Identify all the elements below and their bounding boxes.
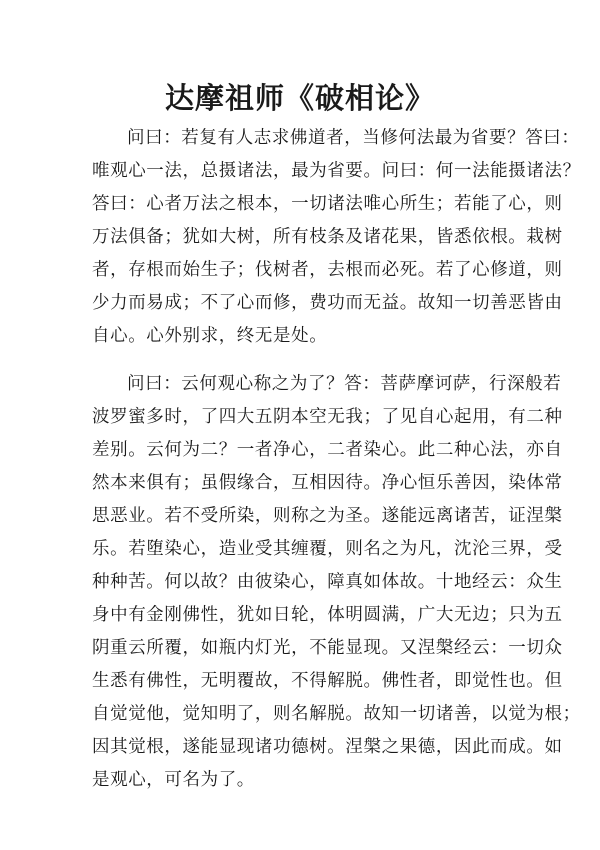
text-line: 因其觉根，遂能显现诸功德树。涅槃之果德，因此而成。如 (92, 737, 563, 757)
text-line: 身中有金刚佛性，犹如日轮，体明圆满，广大无边；只为五 (92, 605, 563, 625)
text-line: 是观心，可名为了。 (92, 770, 255, 790)
text-line: 答曰：心者万法之根本，一切诸法唯心所生；若能了心，则 (92, 194, 563, 214)
text-line: 少力而易成；不了心而修，费功而无益。故知一切善恶皆由 (92, 293, 563, 313)
text-line: 思恶业。若不受所染，则称之为圣。遂能远离诸苦，证涅槃 (92, 506, 563, 526)
text-line: 自觉觉他，觉知明了，则名解脱。故知一切诸善，以觉为根； (92, 704, 581, 724)
text-line: 种种苦。何以故？由彼染心，障真如体故。十地经云：众生 (92, 572, 563, 592)
text-line: 然本来俱有；虽假缘合，互相因待。净心恒乐善因，染体常 (92, 473, 563, 493)
paragraph-2 (92, 368, 581, 797)
paragraph-1 (92, 122, 581, 353)
text-line: 自心。心外别求，终无是处。 (92, 326, 328, 346)
text-line: 万法俱备；犹如大树，所有枝条及诸花果，皆悉依根。栽树 (92, 227, 563, 247)
text-line: 乐。若堕染心，造业受其缠覆，则名之为凡，沈沦三界，受 (92, 539, 563, 559)
document-title: 达摩祖师《破相论》 (164, 81, 435, 115)
text-line: 差别。云何为二？一者净心，二者染心。此二种心法，亦自 (92, 440, 563, 460)
text-line: 问曰：若复有人志求佛道者，当修何法最为省要？答曰： (127, 128, 580, 148)
text-line: 波罗蜜多时，了四大五阴本空无我；了见自心起用，有二种 (92, 407, 563, 427)
text-line: 者，存根而始生子；伐树者，去根而必死。若了心修道，则 (92, 260, 563, 280)
text-line: 阴重云所覆，如瓶内灯光，不能显现。又涅槃经云：一切众 (92, 638, 563, 658)
text-line: 生悉有佛性，无明覆故，不得解脱。佛性者，即觉性也。但 (92, 671, 563, 691)
text-line: 问曰：云何观心称之为了？答：菩萨摩诃萨，行深般若 (127, 374, 562, 394)
text-line: 唯观心一法，总摄诸法，最为省要。问曰：何一法能摄诸法？ (92, 161, 581, 181)
